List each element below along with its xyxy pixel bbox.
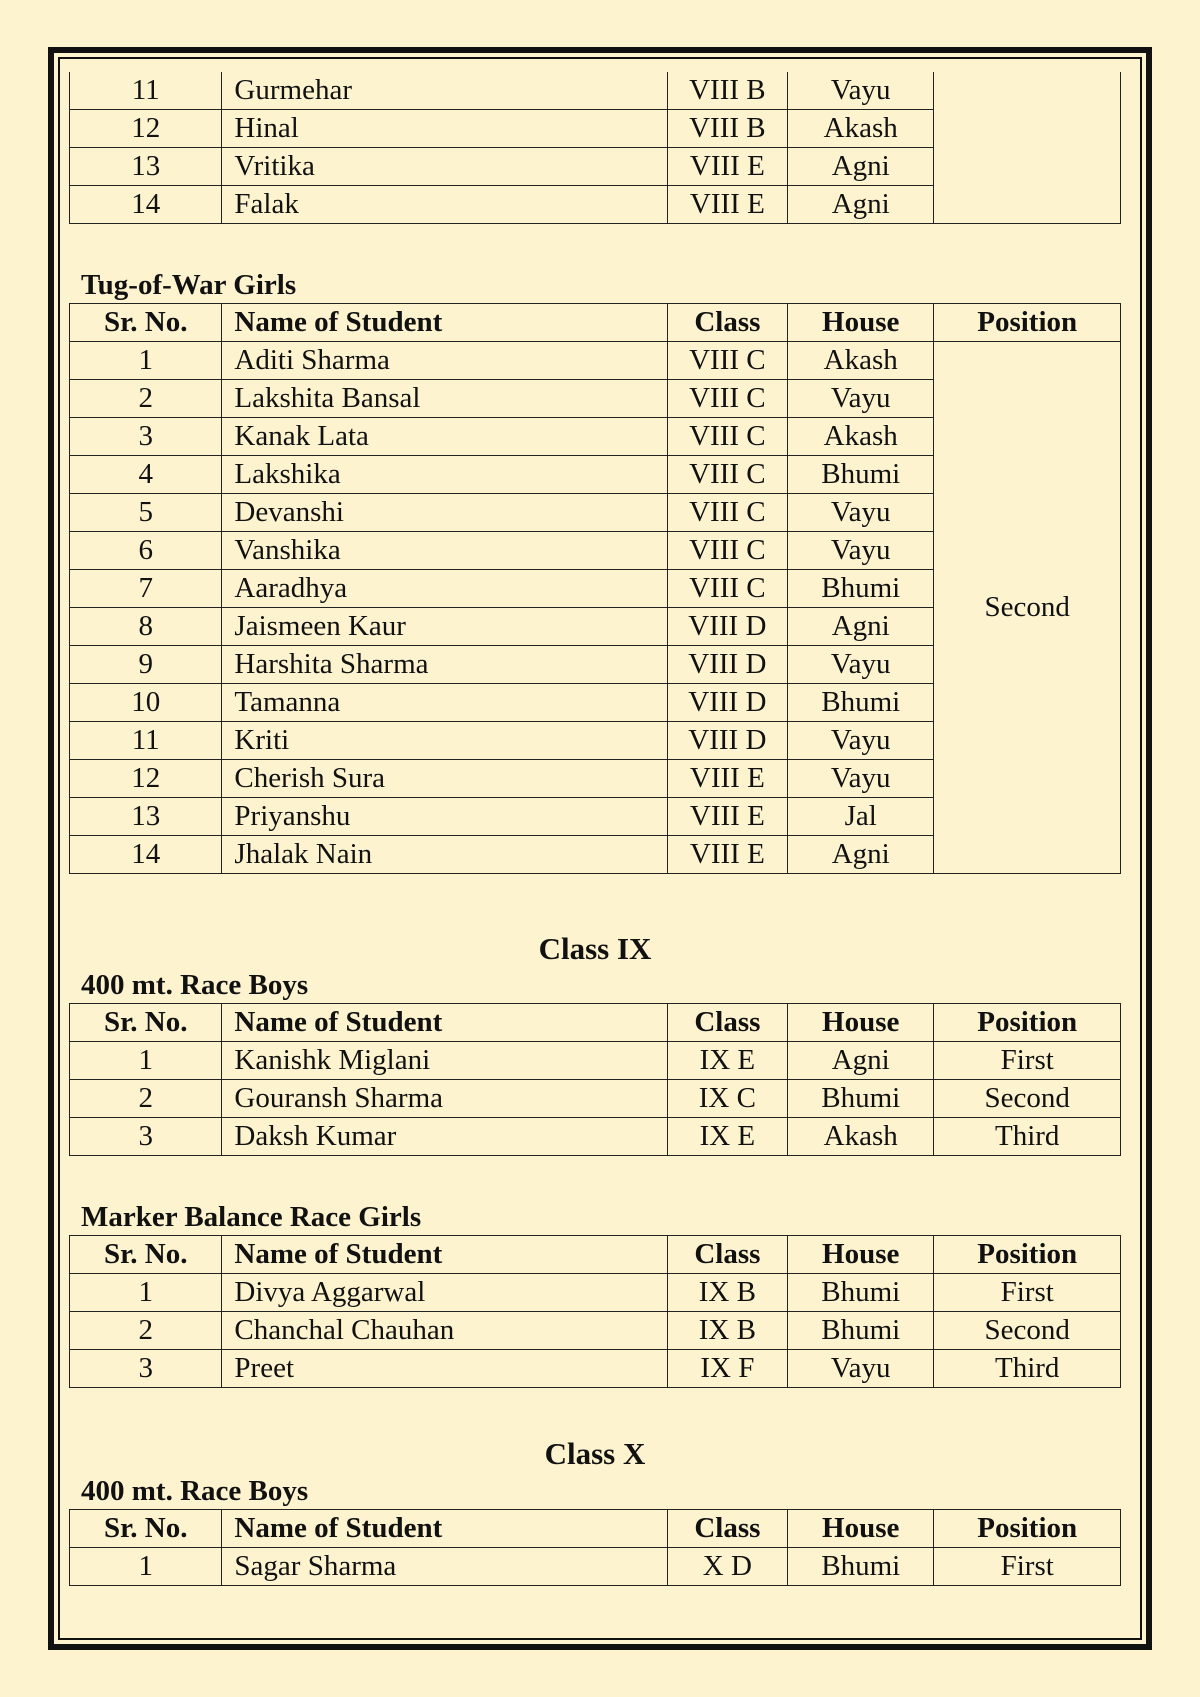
- header-sr-no: Sr. No.: [70, 1004, 222, 1042]
- house-cell: Akash: [788, 110, 934, 148]
- student-name-cell: Vanshika: [222, 532, 667, 570]
- student-name-cell: Kriti: [222, 722, 667, 760]
- student-name-cell: Priyanshu: [222, 798, 667, 836]
- position-cell: Second: [934, 342, 1121, 874]
- house-cell: Vayu: [788, 1350, 934, 1388]
- header-class: Class: [667, 304, 787, 342]
- sr-no-cell: 11: [70, 72, 222, 110]
- table-header-row: [70, 1236, 1121, 1274]
- sr-no-cell: 1: [70, 342, 222, 380]
- class-cell: VIII C: [667, 494, 787, 532]
- header-name: Name of Student: [222, 1004, 667, 1042]
- class-ix-400m-race-boys-table: [69, 1003, 1121, 1156]
- header-house: House: [788, 304, 934, 342]
- class-ix-marker-balance-race-girls-table: [69, 1235, 1121, 1388]
- table-row: [70, 1080, 1121, 1118]
- table-row: [70, 1350, 1121, 1388]
- student-name-cell: Divya Aggarwal: [222, 1274, 667, 1312]
- sr-no-cell: 14: [70, 186, 222, 224]
- class-ix-heading: Class IX: [538, 931, 652, 966]
- class-cell: VIII E: [667, 836, 787, 874]
- sr-no-cell: 10: [70, 684, 222, 722]
- position-cell: First: [934, 1042, 1121, 1080]
- table-row: [70, 1042, 1121, 1080]
- house-cell: Bhumi: [788, 684, 934, 722]
- class-cell: VIII E: [667, 760, 787, 798]
- class-cell: VIII B: [667, 110, 787, 148]
- table-row: [70, 1548, 1121, 1586]
- sr-no-cell: 2: [70, 1080, 222, 1118]
- sr-no-cell: 5: [70, 494, 222, 532]
- position-cell: [934, 72, 1121, 224]
- section-title-400m-race-boys-x: 400 mt. Race Boys: [81, 1475, 309, 1507]
- sr-no-cell: 12: [70, 110, 222, 148]
- student-name-cell: Aditi Sharma: [222, 342, 667, 380]
- header-house: House: [788, 1236, 934, 1274]
- house-cell: Bhumi: [788, 1312, 934, 1350]
- class-x-heading: Class X: [544, 1436, 646, 1471]
- sr-no-cell: 7: [70, 570, 222, 608]
- class-cell: VIII C: [667, 532, 787, 570]
- student-name-cell: Chanchal Chauhan: [222, 1312, 667, 1350]
- class-cell: VIII C: [667, 456, 787, 494]
- header-sr-no: Sr. No.: [70, 1236, 222, 1274]
- house-cell: Bhumi: [788, 1080, 934, 1118]
- class-cell: IX C: [667, 1080, 787, 1118]
- header-position: Position: [934, 1510, 1121, 1548]
- student-name-cell: Sagar Sharma: [222, 1548, 667, 1586]
- house-cell: Vayu: [788, 760, 934, 798]
- class-cell: VIII E: [667, 798, 787, 836]
- class-cell: VIII D: [667, 646, 787, 684]
- class-cell: VIII D: [667, 722, 787, 760]
- house-cell: Bhumi: [788, 570, 934, 608]
- class-cell: VIII C: [667, 570, 787, 608]
- sr-no-cell: 2: [70, 1312, 222, 1350]
- section-title-400m-race-boys-ix: 400 mt. Race Boys: [81, 969, 309, 1001]
- house-cell: Bhumi: [788, 1548, 934, 1586]
- class-cell: VIII B: [667, 72, 787, 110]
- class-cell: VIII C: [667, 380, 787, 418]
- sr-no-cell: 11: [70, 722, 222, 760]
- header-class: Class: [667, 1510, 787, 1548]
- header-name: Name of Student: [222, 1236, 667, 1274]
- class-cell: VIII E: [667, 186, 787, 224]
- header-class: Class: [667, 1004, 787, 1042]
- position-cell: First: [934, 1274, 1121, 1312]
- house-cell: Agni: [788, 186, 934, 224]
- tug-of-war-table: [69, 303, 1121, 874]
- class-cell: IX E: [667, 1042, 787, 1080]
- sr-no-cell: 8: [70, 608, 222, 646]
- house-cell: Agni: [788, 608, 934, 646]
- position-cell: Second: [934, 1312, 1121, 1350]
- position-cell: First: [934, 1548, 1121, 1586]
- student-name-cell: Gouransh Sharma: [222, 1080, 667, 1118]
- position-cell: Third: [934, 1118, 1121, 1156]
- header-house: House: [788, 1004, 934, 1042]
- class-cell: VIII E: [667, 148, 787, 186]
- student-name-cell: Devanshi: [222, 494, 667, 532]
- class-cell: VIII C: [667, 342, 787, 380]
- sr-no-cell: 1: [70, 1274, 222, 1312]
- sr-no-cell: 9: [70, 646, 222, 684]
- class-cell: IX B: [667, 1274, 787, 1312]
- header-name: Name of Student: [222, 304, 667, 342]
- sr-no-cell: 4: [70, 456, 222, 494]
- table-row: [70, 342, 1121, 380]
- position-cell: Third: [934, 1350, 1121, 1388]
- student-name-cell: Lakshika: [222, 456, 667, 494]
- sr-no-cell: 13: [70, 798, 222, 836]
- student-name-cell: Kanak Lata: [222, 418, 667, 456]
- student-name-cell: Aaradhya: [222, 570, 667, 608]
- house-cell: Vayu: [788, 722, 934, 760]
- header-house: House: [788, 1510, 934, 1548]
- class-x-400m-race-boys-table: [69, 1509, 1121, 1586]
- class-cell: IX E: [667, 1118, 787, 1156]
- sr-no-cell: 3: [70, 1118, 222, 1156]
- class-cell: IX B: [667, 1312, 787, 1350]
- header-position: Position: [934, 304, 1121, 342]
- sr-no-cell: 13: [70, 148, 222, 186]
- student-name-cell: Jhalak Nain: [222, 836, 667, 874]
- sr-no-cell: 6: [70, 532, 222, 570]
- table-header-row: [70, 1004, 1121, 1042]
- table-row: [70, 1274, 1121, 1312]
- house-cell: Agni: [788, 836, 934, 874]
- sr-no-cell: 12: [70, 760, 222, 798]
- student-name-cell: Kanishk Miglani: [222, 1042, 667, 1080]
- sr-no-cell: 1: [70, 1042, 222, 1080]
- section-title-tug-of-war: Tug-of-War Girls: [81, 269, 297, 301]
- sr-no-cell: 14: [70, 836, 222, 874]
- student-name-cell: Daksh Kumar: [222, 1118, 667, 1156]
- house-cell: Akash: [788, 1118, 934, 1156]
- house-cell: Akash: [788, 342, 934, 380]
- house-cell: Agni: [788, 148, 934, 186]
- table-header-row: [70, 1510, 1121, 1548]
- house-cell: Bhumi: [788, 456, 934, 494]
- class-cell: VIII D: [667, 608, 787, 646]
- house-cell: Bhumi: [788, 1274, 934, 1312]
- student-name-cell: Preet: [222, 1350, 667, 1388]
- house-cell: Vayu: [788, 72, 934, 110]
- student-name-cell: Hinal: [222, 110, 667, 148]
- house-cell: Vayu: [788, 380, 934, 418]
- section-title-marker-balance-race-girls: Marker Balance Race Girls: [81, 1201, 422, 1233]
- table-row: [70, 72, 1121, 110]
- table-header-row: [70, 304, 1121, 342]
- class-cell: VIII C: [667, 418, 787, 456]
- student-name-cell: Cherish Sura: [222, 760, 667, 798]
- student-name-cell: Jaismeen Kaur: [222, 608, 667, 646]
- class-cell: IX F: [667, 1350, 787, 1388]
- sr-no-cell: 3: [70, 418, 222, 456]
- student-name-cell: Tamanna: [222, 684, 667, 722]
- table-row: [70, 1118, 1121, 1156]
- house-cell: Agni: [788, 1042, 934, 1080]
- header-position: Position: [934, 1236, 1121, 1274]
- continued-results-table: [69, 72, 1121, 224]
- house-cell: Vayu: [788, 646, 934, 684]
- house-cell: Jal: [788, 798, 934, 836]
- sr-no-cell: 2: [70, 380, 222, 418]
- position-cell: Second: [934, 1080, 1121, 1118]
- student-name-cell: Lakshita Bansal: [222, 380, 667, 418]
- student-name-cell: Gurmehar: [222, 72, 667, 110]
- header-name: Name of Student: [222, 1510, 667, 1548]
- house-cell: Akash: [788, 418, 934, 456]
- table-row: [70, 1312, 1121, 1350]
- class-cell: VIII D: [667, 684, 787, 722]
- header-position: Position: [934, 1004, 1121, 1042]
- header-sr-no: Sr. No.: [70, 304, 222, 342]
- header-sr-no: Sr. No.: [70, 1510, 222, 1548]
- sr-no-cell: 1: [70, 1548, 222, 1586]
- house-cell: Vayu: [788, 494, 934, 532]
- sr-no-cell: 3: [70, 1350, 222, 1388]
- header-class: Class: [667, 1236, 787, 1274]
- student-name-cell: Falak: [222, 186, 667, 224]
- house-cell: Vayu: [788, 532, 934, 570]
- student-name-cell: Harshita Sharma: [222, 646, 667, 684]
- student-name-cell: Vritika: [222, 148, 667, 186]
- class-cell: X D: [667, 1548, 787, 1586]
